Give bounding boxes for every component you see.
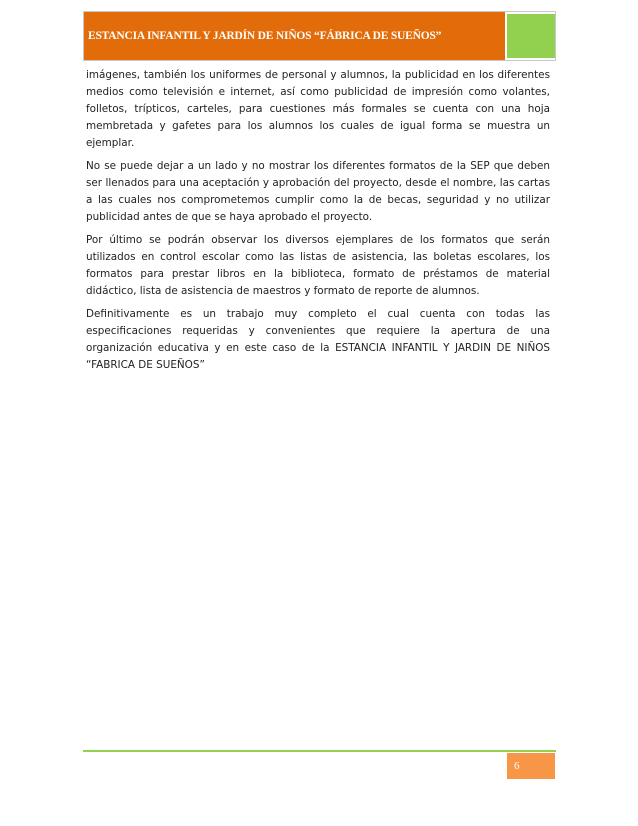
page-number: 6 [514, 760, 520, 772]
header-title: ESTANCIA INFANTIL Y JARDÍN DE NIÑOS “FÁBRICA DE SUEÑOS” [88, 30, 442, 42]
page-number-box [507, 753, 555, 779]
paragraph-1: imágenes, también los uniformes de personal y alumnos, la publicidad en los diferentes medios como televisión e internet, así como publicidad de impresión como volantes, folletos, trípticos, carteles, para cuestiones más formales se cuenta con una hoja membretada y gafetes para los alumnos los cuales de igual forma se muestra un ejemplar. [86, 69, 550, 149]
footer-divider [83, 750, 556, 752]
paragraph-4: Definitivamente es un trabajo muy completo el cual cuenta con todas las especificaciones requeridas y convenientes que requiere la apertura de una organización educativa y en este caso de la ESTANCIA INFANTIL Y JARDIN DE NIÑOS “FABRICA DE SUEÑOS” [86, 308, 550, 371]
header-accent-box [507, 14, 555, 58]
header-title-box [84, 12, 505, 60]
page-header [83, 11, 556, 61]
paragraph-2: No se puede dejar a un lado y no mostrar los diferentes formatos de la SEP que deben ser llenados para una aceptación y aprobación del proyecto, desde el nombre, las cartas a las cuales nos comprometemos cumplir como la de becas, seguridad y no utilizar publicidad antes de que se haya aprobado el proyecto. [86, 160, 550, 223]
paragraph-3: Por último se podrán observar los diversos ejemplares de los formatos que serán utilizados en control escolar como las listas de asistencia, las boletas escolares, los formatos para prestar libros en la biblioteca, formato de préstamos de material didáctico, lista de asistencia de maestros y formato de reporte de alumnos. [86, 234, 550, 297]
document-body [86, 67, 550, 380]
